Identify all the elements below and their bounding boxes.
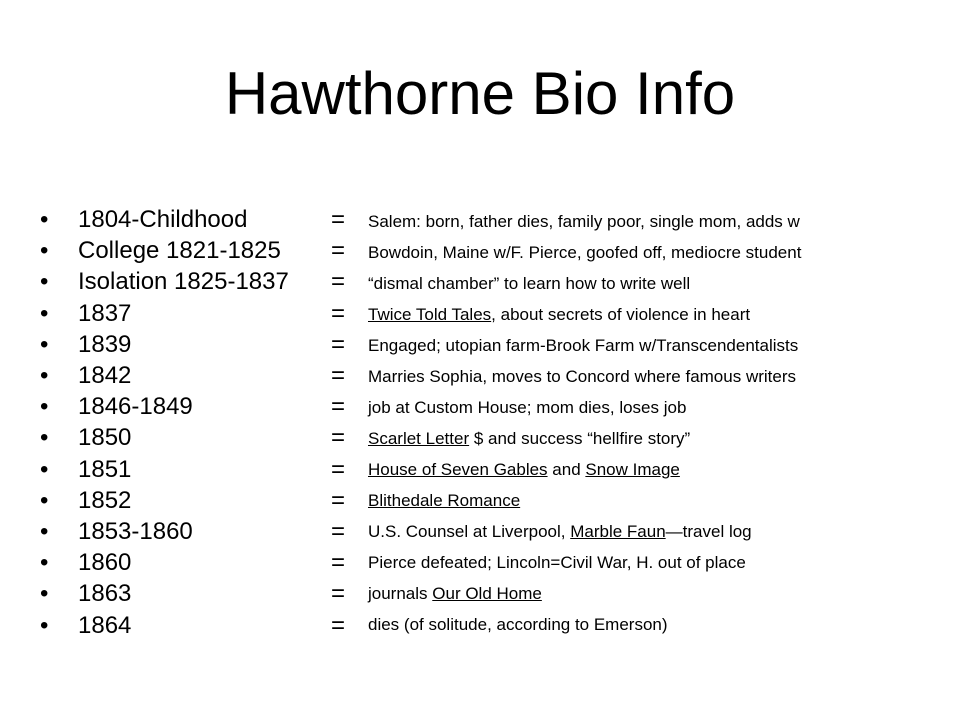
equals-sign: = bbox=[331, 580, 346, 608]
equals-sign: = bbox=[331, 206, 346, 233]
equals-sign: = bbox=[331, 299, 346, 327]
bullet-icon: • bbox=[40, 206, 49, 233]
equals-sign: = bbox=[331, 424, 346, 452]
description-text: dies (of solitude, according to Emerson) bbox=[368, 615, 668, 634]
description-text: —travel log bbox=[665, 522, 752, 541]
description-text: job at Custom House; mom dies, loses job bbox=[368, 398, 687, 417]
equals-sign: = bbox=[331, 518, 346, 545]
timeline-description bbox=[368, 273, 690, 295]
equals-sign: = bbox=[331, 330, 346, 358]
timeline-label: 1860 bbox=[78, 549, 132, 577]
timeline-description bbox=[368, 242, 801, 264]
timeline-label: 1864 bbox=[78, 611, 132, 639]
description-text: journals bbox=[368, 584, 433, 603]
timeline-description bbox=[368, 335, 798, 357]
equals-sign: = bbox=[331, 237, 346, 265]
timeline-label: Isolation 1825-1837 bbox=[78, 268, 289, 296]
description-text: Bowdoin, Maine w/F. Pierce, goofed off, mediocre student bbox=[368, 243, 802, 262]
timeline-label: 1804-Childhood bbox=[78, 206, 248, 233]
bullet-icon: • bbox=[40, 393, 49, 421]
equals-sign: = bbox=[331, 268, 346, 296]
timeline-description bbox=[368, 397, 686, 419]
equals-sign: = bbox=[331, 486, 346, 514]
bullet-icon: • bbox=[40, 268, 49, 296]
description-text: Salem: born, father dies, family poor, single mom, adds w bbox=[368, 212, 800, 231]
timeline-description bbox=[368, 366, 796, 388]
timeline-description bbox=[368, 583, 542, 605]
description-text: “dismal chamber” to learn how to write well bbox=[368, 274, 691, 293]
timeline-description bbox=[368, 490, 520, 512]
bullet-icon: • bbox=[40, 580, 49, 608]
timeline-description bbox=[368, 552, 746, 574]
equals-sign: = bbox=[331, 455, 346, 483]
timeline-label: College 1821-1825 bbox=[78, 237, 281, 265]
equals-sign: = bbox=[331, 362, 346, 389]
timeline-label: 1839 bbox=[78, 330, 132, 358]
description-text: U.S. Counsel at Liverpool, bbox=[368, 522, 571, 541]
timeline-label: 1837 bbox=[78, 299, 132, 327]
bullet-icon: • bbox=[40, 362, 49, 389]
equals-sign: = bbox=[331, 393, 346, 421]
bullet-icon: • bbox=[40, 611, 49, 639]
bullet-icon: • bbox=[40, 237, 49, 265]
bullet-icon: • bbox=[40, 424, 49, 452]
work-title: Blithedale Romance bbox=[368, 491, 521, 510]
timeline-description bbox=[368, 521, 752, 543]
timeline-description bbox=[368, 211, 800, 233]
work-title: Our Old Home bbox=[432, 584, 542, 603]
equals-sign: = bbox=[331, 611, 346, 639]
description-text: Marries Sophia, moves to Concord where famous writers bbox=[368, 367, 796, 386]
bullet-icon: • bbox=[40, 486, 49, 514]
timeline-label: 1850 bbox=[78, 424, 132, 452]
work-title: Twice Told Tales bbox=[368, 305, 492, 324]
description-text: Pierce defeated; Lincoln=Civil War, H. out of place bbox=[368, 553, 746, 572]
work-title: Scarlet Letter bbox=[368, 429, 470, 448]
description-text: $ and success “hellfire story” bbox=[469, 429, 691, 448]
bullet-icon: • bbox=[40, 455, 49, 483]
timeline-label: 1853-1860 bbox=[78, 518, 193, 545]
bullet-icon: • bbox=[40, 549, 49, 577]
work-title: Snow Image bbox=[585, 460, 680, 479]
timeline-description bbox=[368, 459, 680, 481]
timeline-label: 1851 bbox=[78, 455, 132, 483]
timeline-label: 1846-1849 bbox=[78, 393, 193, 421]
timeline-description bbox=[368, 614, 668, 636]
equals-sign: = bbox=[331, 549, 346, 577]
description-text: , about secrets of violence in heart bbox=[491, 305, 751, 324]
timeline-label: 1852 bbox=[78, 486, 132, 514]
slide-title: Hawthorne Bio Info bbox=[224, 60, 736, 127]
timeline-description bbox=[368, 304, 750, 326]
description-text: Engaged; utopian farm-Brook Farm w/Transcendentalists bbox=[368, 336, 799, 355]
bullet-icon: • bbox=[40, 518, 49, 545]
timeline-label: 1842 bbox=[78, 362, 132, 389]
work-title: Marble Faun bbox=[570, 522, 666, 541]
description-text: and bbox=[547, 460, 586, 479]
work-title: House of Seven Gables bbox=[368, 460, 548, 479]
timeline-label: 1863 bbox=[78, 580, 132, 608]
timeline-description bbox=[368, 428, 690, 450]
bullet-icon: • bbox=[40, 330, 49, 358]
bullet-icon: • bbox=[40, 299, 49, 327]
